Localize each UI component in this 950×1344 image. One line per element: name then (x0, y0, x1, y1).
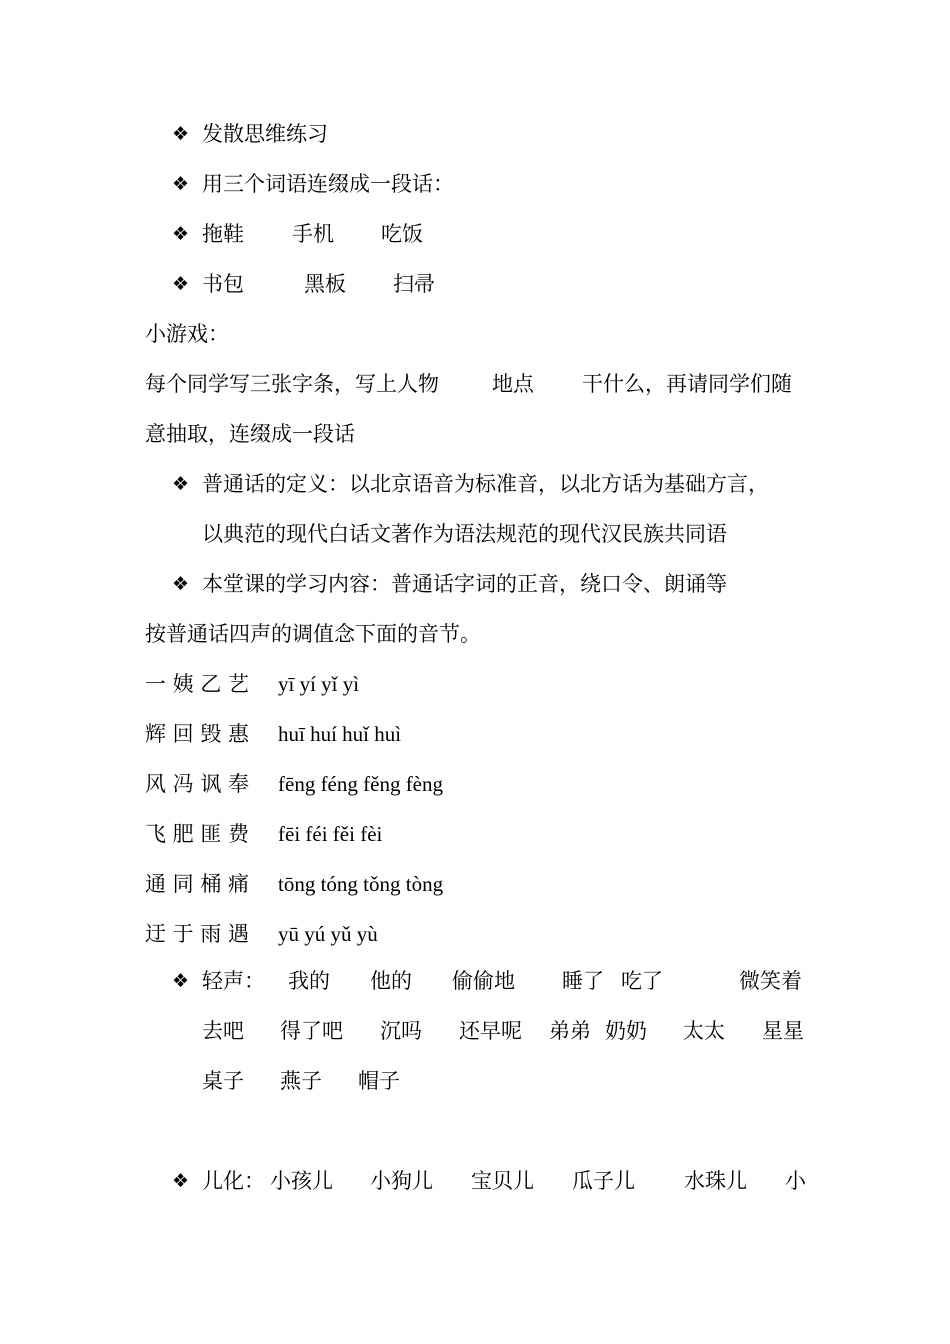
tone-pinyin: tōng tóng tǒng tòng (278, 872, 444, 896)
paragraph-text: 每个同学写三张字条，写上人物 (145, 372, 439, 396)
tone-chars: 风 冯 讽 奉 (145, 772, 250, 796)
word-item: 微笑着 (739, 969, 802, 993)
word-item: 吃了 (621, 969, 663, 993)
tone-chars: 迂 于 雨 遇 (145, 922, 250, 946)
word-item: 得了吧 (280, 1019, 343, 1043)
diamond-bullet-icon: ❖ (172, 123, 190, 145)
tone-pinyin: yū yú yǔ yù (278, 922, 378, 946)
definition-text: 普通话的定义：以北京语音为标准音，以北方话为基础方言， (202, 472, 769, 496)
word-item: 桌子 (202, 1069, 244, 1093)
word-item: 水珠儿 (684, 1169, 747, 1193)
diamond-bullet-icon: ❖ (172, 173, 190, 195)
diamond-bullet-icon: ❖ (172, 1170, 190, 1192)
word-item: 弟弟 (549, 1019, 591, 1043)
lesson-text: 本堂课的学习内容：普通话字词的正音，绕口令、朗诵等 (202, 572, 727, 596)
word-item: 扫帚 (393, 272, 435, 296)
erhua-label: 儿化： (202, 1169, 265, 1193)
word-item: 我的 (288, 969, 330, 993)
tone-chars: 辉 回 毁 惠 (145, 722, 250, 746)
paragraph-text: 干什么，再请同学们随 (582, 372, 792, 396)
word-item: 还早呢 (459, 1019, 522, 1043)
tone-pinyin: huī huí huǐ huì (278, 722, 402, 746)
section-heading: 小游戏： (145, 322, 229, 346)
tone-chars: 一 姨 乙 艺 (145, 672, 250, 696)
word-item: 太太 (683, 1019, 725, 1043)
diamond-bullet-icon: ❖ (172, 573, 190, 595)
word-item: 睡了 (562, 969, 604, 993)
paragraph-text: 地点 (492, 372, 534, 396)
bullet-text: 发散思维练习 (202, 122, 328, 146)
tone-chars: 通 同 桶 痛 (145, 872, 250, 896)
diamond-bullet-icon: ❖ (172, 970, 190, 992)
tone-pinyin: yī yí yǐ yì (278, 672, 360, 696)
neutral-label: 轻声： (202, 969, 265, 993)
tones-intro: 按普通话四声的调值念下面的音节。 (145, 622, 481, 646)
tone-pinyin: fēng féng fěng fèng (278, 772, 444, 796)
word-item: 偷偷地 (452, 969, 515, 993)
diamond-bullet-icon: ❖ (172, 473, 190, 495)
definition-text: 以典范的现代白话文著作为语法规范的现代汉民族共同语 (202, 522, 727, 546)
diamond-bullet-icon: ❖ (172, 223, 190, 245)
diamond-bullet-icon: ❖ (172, 273, 190, 295)
word-item: 小孩儿 (270, 1169, 333, 1193)
word-item: 奶奶 (605, 1019, 647, 1043)
word-item: 宝贝儿 (471, 1169, 534, 1193)
word-item: 瓜子儿 (572, 1169, 635, 1193)
paragraph-text: 意抽取，连缀成一段话 (145, 422, 355, 446)
word-item: 吃饭 (381, 222, 423, 246)
word-item: 沉吗 (380, 1019, 422, 1043)
bullet-text: 用三个词语连缀成一段话： (202, 172, 454, 196)
word-item: 他的 (370, 969, 412, 993)
word-item: 燕子 (280, 1069, 322, 1093)
tone-pinyin: fēi féi fěi fèi (278, 822, 383, 846)
word-item: 书包 (202, 272, 244, 296)
word-item: 去吧 (202, 1019, 244, 1043)
word-item: 拖鞋 (202, 222, 244, 246)
word-item: 小 (785, 1169, 806, 1193)
word-item: 手机 (292, 222, 334, 246)
tone-chars: 飞 肥 匪 费 (145, 822, 250, 846)
word-item: 星星 (762, 1019, 804, 1043)
word-item: 黑板 (304, 272, 346, 296)
word-item: 小狗儿 (370, 1169, 433, 1193)
word-item: 帽子 (358, 1069, 400, 1093)
